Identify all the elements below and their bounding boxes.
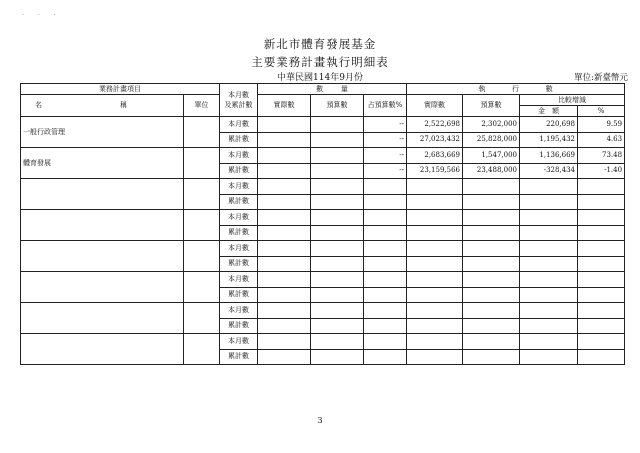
- header-plan-item: 業務計畫項目: [21, 84, 220, 95]
- report-title: 主要業務計畫執行明細表: [251, 55, 389, 69]
- period-label-cell: 本月數: [220, 241, 258, 257]
- q-budget-cell: [311, 225, 364, 241]
- exec-budget-cell: [463, 210, 520, 226]
- period-label-cell: 累計數: [220, 163, 258, 179]
- q-actual-cell: [258, 349, 311, 365]
- q-budget-cell: [311, 179, 364, 195]
- item-name-cell: 體育發展: [21, 148, 184, 179]
- q-actual-cell: [258, 334, 311, 350]
- item-name-cell: [21, 334, 184, 365]
- diff-amount-cell: [520, 256, 578, 272]
- q-ratio-cell: [364, 303, 407, 319]
- exec-actual-cell: [407, 272, 463, 288]
- q-ratio-cell: [364, 194, 407, 210]
- item-unit-cell: [184, 334, 220, 365]
- header-e-budget: 預算數: [463, 95, 520, 117]
- q-ratio-cell: [364, 179, 407, 195]
- q-ratio-cell: [364, 272, 407, 288]
- currency-unit: 單位:新臺幣元: [574, 73, 628, 83]
- header-q-actual: 實際數: [258, 95, 311, 117]
- period-label-cell: 本月數: [220, 303, 258, 319]
- exec-actual-cell: [407, 334, 463, 350]
- item-unit-cell: [184, 272, 220, 303]
- exec-actual-cell: [407, 318, 463, 334]
- exec-budget-cell: 25,828,000: [463, 132, 520, 148]
- header-exec-c: 數: [545, 84, 553, 93]
- exec-actual-cell: [407, 210, 463, 226]
- diff-amount-cell: [520, 194, 578, 210]
- diff-pct-cell: [578, 256, 625, 272]
- q-actual-cell: [258, 225, 311, 241]
- exec-budget-cell: [463, 334, 520, 350]
- diff-amount-cell: [520, 210, 578, 226]
- q-actual-cell: [258, 287, 311, 303]
- q-budget-cell: [311, 148, 364, 164]
- period-label-cell: 累計數: [220, 225, 258, 241]
- item-unit-cell: [184, 179, 220, 210]
- diff-amount-cell: [520, 349, 578, 365]
- table-row: [21, 179, 625, 195]
- q-ratio-cell: [364, 334, 407, 350]
- q-budget-cell: [311, 117, 364, 133]
- q-actual-cell: [258, 132, 311, 148]
- item-unit-cell: [184, 241, 220, 272]
- period-label-cell: 本月數: [220, 334, 258, 350]
- table-row: [21, 148, 625, 164]
- diff-amount-cell: -328,434: [520, 163, 578, 179]
- diff-pct-cell: [578, 303, 625, 319]
- header-name-b: 稱: [120, 101, 127, 109]
- period-label-cell: 本月數: [220, 117, 258, 133]
- q-ratio-cell: [364, 225, 407, 241]
- q-ratio-cell: [364, 241, 407, 257]
- header-quantity-b: 量: [340, 84, 348, 93]
- diff-pct-cell: [578, 272, 625, 288]
- q-budget-cell: [311, 256, 364, 272]
- period-label-cell: 本月數: [220, 210, 258, 226]
- header-period-line1: 本月數: [228, 90, 249, 99]
- header-unit: 單位: [184, 95, 220, 117]
- page-number: 3: [317, 416, 323, 425]
- diff-amount-cell: 1,136,669: [520, 148, 578, 164]
- diff-amount-cell: [520, 225, 578, 241]
- diff-pct-cell: [578, 225, 625, 241]
- exec-actual-cell: 2,683,669: [407, 148, 463, 164]
- diff-pct-cell: [578, 179, 625, 195]
- q-budget-cell: [311, 272, 364, 288]
- item-name-cell: [21, 241, 184, 272]
- q-actual-cell: [258, 117, 311, 133]
- q-budget-cell: [311, 287, 364, 303]
- period-label-cell: 本月數: [220, 272, 258, 288]
- diff-pct-cell: [578, 318, 625, 334]
- diff-pct-cell: [578, 287, 625, 303]
- diff-pct-cell: [578, 210, 625, 226]
- header-quantity-a: 數: [316, 84, 324, 93]
- q-actual-cell: [258, 179, 311, 195]
- diff-pct-cell: [578, 334, 625, 350]
- exec-budget-cell: [463, 194, 520, 210]
- exec-budget-cell: [463, 318, 520, 334]
- exec-budget-cell: [463, 287, 520, 303]
- header-row-2: [21, 95, 625, 106]
- header-exec: [407, 84, 625, 95]
- diff-amount-cell: [520, 303, 578, 319]
- report-period: 中華民國114年9月份: [277, 73, 363, 83]
- exec-actual-cell: [407, 256, 463, 272]
- item-name-cell: [21, 272, 184, 303]
- q-ratio-cell: --: [364, 163, 407, 179]
- q-ratio-cell: --: [364, 117, 407, 133]
- q-budget-cell: [311, 349, 364, 365]
- diff-pct-cell: 9.59: [578, 117, 625, 133]
- header-q-ratio: 占預算數%: [364, 95, 407, 117]
- table-row: [21, 117, 625, 133]
- item-unit-cell: [184, 117, 220, 148]
- header-exec-b: 行: [512, 84, 520, 93]
- q-ratio-cell: --: [364, 148, 407, 164]
- item-unit-cell: [184, 210, 220, 241]
- diff-amount-cell: [520, 179, 578, 195]
- exec-actual-cell: [407, 194, 463, 210]
- q-budget-cell: [311, 210, 364, 226]
- item-unit-cell: [184, 303, 220, 334]
- diff-amount-cell: [520, 334, 578, 350]
- header-name-a: 名: [35, 101, 42, 109]
- exec-actual-cell: 23,159,566: [407, 163, 463, 179]
- scan-specks: · · ·: [22, 12, 62, 19]
- exec-budget-cell: [463, 241, 520, 257]
- item-name-cell: [21, 210, 184, 241]
- exec-budget-cell: [463, 225, 520, 241]
- header-q-budget: 預算數: [311, 95, 364, 117]
- q-actual-cell: [258, 303, 311, 319]
- q-actual-cell: [258, 194, 311, 210]
- period-label-cell: 累計數: [220, 256, 258, 272]
- execution-detail-table: [20, 83, 625, 365]
- exec-actual-cell: [407, 241, 463, 257]
- q-ratio-cell: [364, 287, 407, 303]
- diff-amount-cell: 220,698: [520, 117, 578, 133]
- q-actual-cell: [258, 210, 311, 226]
- period-label-cell: 本月數: [220, 179, 258, 195]
- q-budget-cell: [311, 334, 364, 350]
- period-label-cell: 累計數: [220, 349, 258, 365]
- table-row: [21, 334, 625, 350]
- exec-budget-cell: [463, 256, 520, 272]
- header-row-1: [21, 84, 625, 95]
- diff-amount-cell: [520, 272, 578, 288]
- exec-budget-cell: [463, 303, 520, 319]
- q-ratio-cell: [364, 256, 407, 272]
- exec-budget-cell: 2,302,000: [463, 117, 520, 133]
- q-budget-cell: [311, 132, 364, 148]
- q-ratio-cell: [364, 318, 407, 334]
- exec-actual-cell: [407, 287, 463, 303]
- diff-pct-cell: -1.40: [578, 163, 625, 179]
- diff-pct-cell: [578, 241, 625, 257]
- diff-amount-cell: [520, 241, 578, 257]
- q-budget-cell: [311, 241, 364, 257]
- exec-actual-cell: 27,023,432: [407, 132, 463, 148]
- header-name: [21, 95, 184, 117]
- exec-budget-cell: 1,547,000: [463, 148, 520, 164]
- diff-pct-cell: [578, 194, 625, 210]
- header-quantity: [258, 84, 407, 95]
- header-exec-a: 執: [478, 84, 486, 93]
- item-name-cell: [21, 179, 184, 210]
- item-name-cell: 一般行政管理: [21, 117, 184, 148]
- period-label-cell: 累計數: [220, 287, 258, 303]
- q-actual-cell: [258, 163, 311, 179]
- q-actual-cell: [258, 256, 311, 272]
- table-row: [21, 272, 625, 288]
- q-ratio-cell: --: [364, 132, 407, 148]
- period-label-cell: 累計數: [220, 132, 258, 148]
- q-budget-cell: [311, 194, 364, 210]
- table-row: [21, 303, 625, 319]
- header-pct: %: [578, 106, 625, 117]
- period-label-cell: 本月數: [220, 148, 258, 164]
- q-actual-cell: [258, 148, 311, 164]
- header-period: [220, 84, 258, 117]
- header-e-actual: 實際數: [407, 95, 463, 117]
- exec-actual-cell: [407, 349, 463, 365]
- item-name-cell: [21, 303, 184, 334]
- exec-actual-cell: [407, 179, 463, 195]
- q-budget-cell: [311, 303, 364, 319]
- header-period-line2: 及累計數: [224, 101, 253, 109]
- table-row: [21, 210, 625, 226]
- period-label-cell: 累計數: [220, 318, 258, 334]
- q-budget-cell: [311, 318, 364, 334]
- exec-budget-cell: [463, 349, 520, 365]
- exec-budget-cell: 23,488,000: [463, 163, 520, 179]
- exec-actual-cell: [407, 303, 463, 319]
- org-title: 新北市體育發展基金: [263, 37, 377, 51]
- diff-pct-cell: [578, 349, 625, 365]
- diff-pct-cell: 73.48: [578, 148, 625, 164]
- period-label-cell: 累計數: [220, 194, 258, 210]
- diff-amount-cell: 1,195,432: [520, 132, 578, 148]
- exec-actual-cell: 2,522,698: [407, 117, 463, 133]
- q-actual-cell: [258, 318, 311, 334]
- table-row: [21, 241, 625, 257]
- diff-pct-cell: 4.63: [578, 132, 625, 148]
- q-ratio-cell: [364, 349, 407, 365]
- q-ratio-cell: [364, 210, 407, 226]
- q-budget-cell: [311, 163, 364, 179]
- exec-budget-cell: [463, 272, 520, 288]
- diff-amount-cell: [520, 318, 578, 334]
- q-actual-cell: [258, 241, 311, 257]
- header-amount: 金 額: [520, 106, 578, 117]
- item-unit-cell: [184, 148, 220, 179]
- diff-amount-cell: [520, 287, 578, 303]
- exec-actual-cell: [407, 225, 463, 241]
- exec-budget-cell: [463, 179, 520, 195]
- header-compare: 比較增減: [520, 95, 625, 106]
- q-actual-cell: [258, 272, 311, 288]
